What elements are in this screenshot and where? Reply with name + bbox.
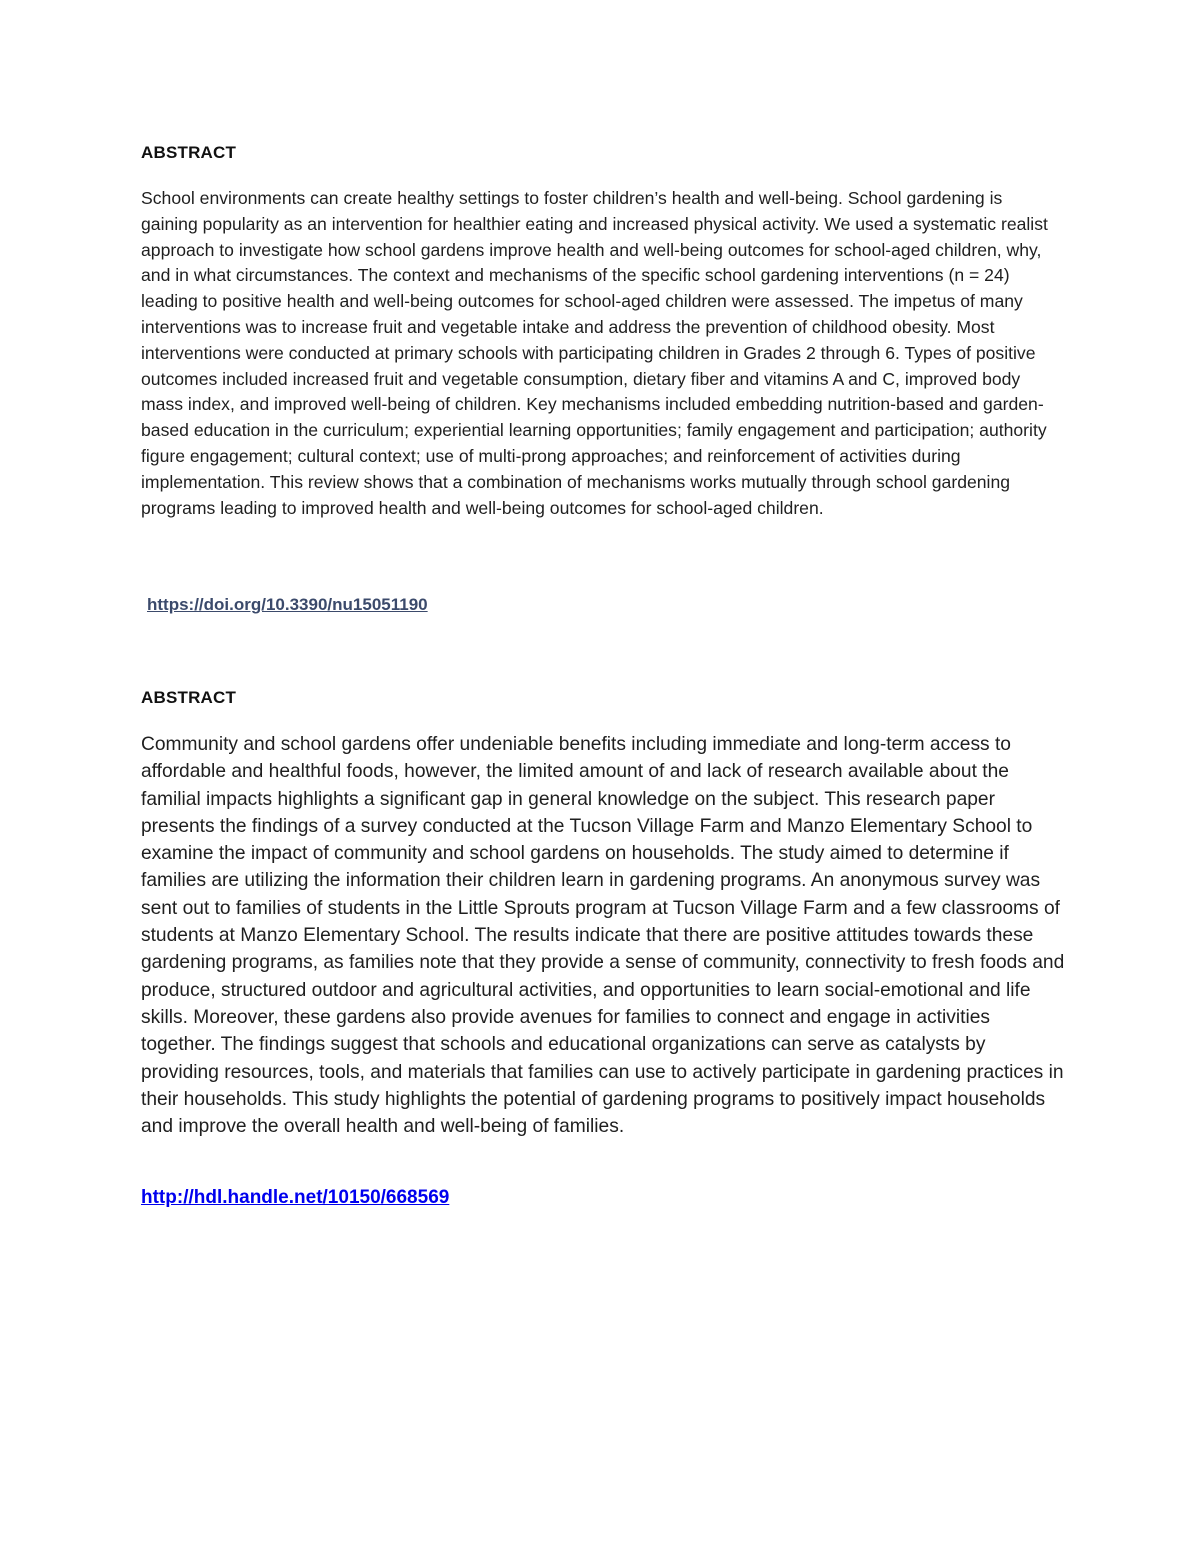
section-1-abstract-text: School environments can create healthy settings to foster children’s health and well-being. School gardening is gaining popularity as an intervention for healthier eating and increased physical activity. We used a systematic realist approach to investigate how school gardens improve health and well-being outcomes for school-aged children, why, and in what circumstances. The context and mechanisms of the specific school gardening interventions (n = 24) leading to positive health and well-being outcomes for school-aged children were assessed. The impetus of many interventions was to increase fruit and vegetable intake and address the prevention of childhood obesity. Most interventions were conducted at primary schools with participating children in Grades 2 through 6. Types of positive outcomes included increased fruit and vegetable consumption, dietary fiber and vitamins A and C, improved body mass index, and improved well-being of children. Key mechanisms included embedding nutrition-based and garden-based education in the curriculum; experiential learning opportunities; family engagement and participation; authority figure engagement; cultural context; use of multi-prong approaches; and reinforcement of activities during implementation. This review shows that a combination of mechanisms works mutually through school gardening programs leading to improved health and well-being outcomes for school-aged children. xyxy=(141,188,1048,518)
section-1-doi-link[interactable]: https://doi.org/10.3390/nu15051190 xyxy=(147,595,428,614)
section-2-handle-link[interactable]: http://hdl.handle.net/10150/668569 xyxy=(141,1187,450,1208)
section-1-heading: ABSTRACT xyxy=(141,143,237,162)
section-2-heading: ABSTRACT xyxy=(141,688,237,707)
section-2-abstract-text: Community and school gardens offer undeniable benefits including immediate and long-term access to affordable and healthful foods, however, the limited amount of and lack of research available about the familial impacts highlights a significant gap in general knowledge on the subject. This research paper presents the findings of a survey conducted at the Tucson Village Farm and Manzo Elementary School to examine the impact of community and school gardens on households. The study aimed to determine if families are utilizing the information their children learn in gardening programs. An anonymous survey was sent out to families of students in the Little Sprouts program at Tucson Village Farm and a few classrooms of students at Manzo Elementary School. The results indicate that there are positive attitudes towards these gardening programs, as families note that they provide a sense of community, connectivity to fresh foods and produce, structured outdoor and agricultural activities, and opportunities to learn social-emotional and life skills. Moreover, these gardens also provide avenues for families to connect and engage in activities together. The findings suggest that schools and educational organizations can serve as catalysts by providing resources, tools, and materials that families can use to actively participate in gardening practices in their households. This study highlights the potential of gardening programs to positively impact households and improve the overall health and well-being of families. xyxy=(141,734,1065,1138)
